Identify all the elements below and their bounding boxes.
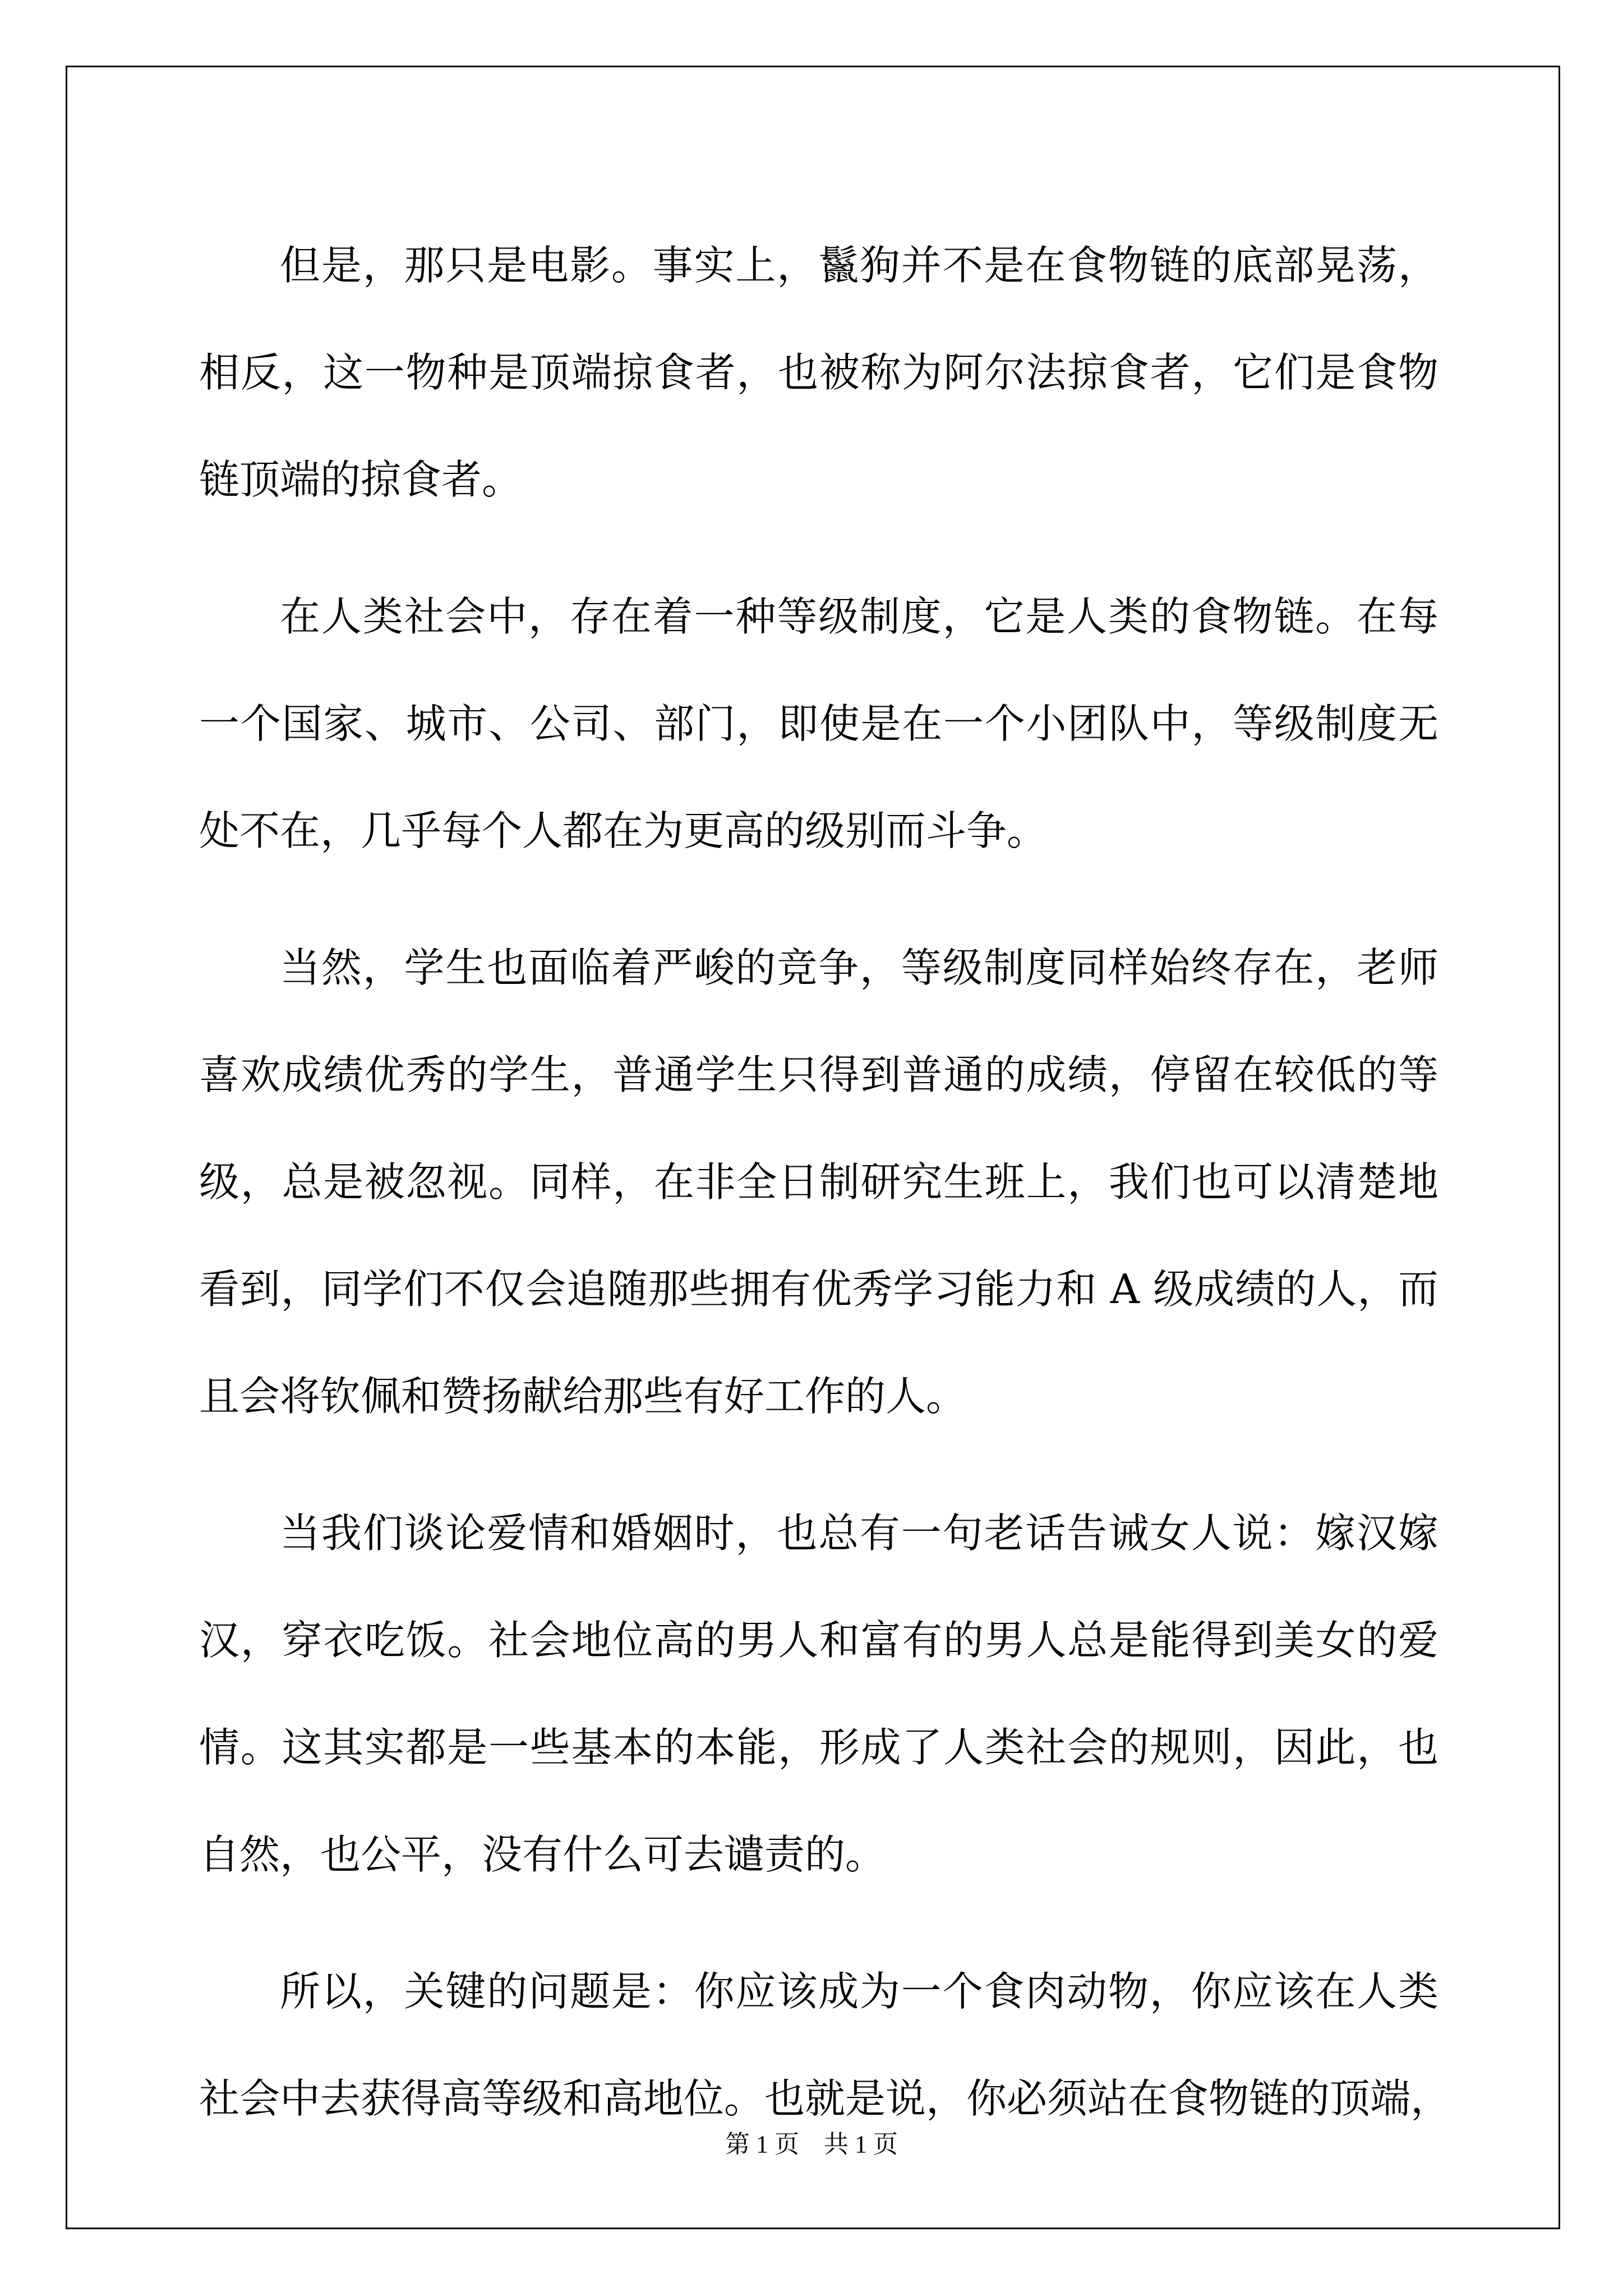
text-line: 一个国家、城市、公司、部门，即使是在一个小团队中，等级制度无 <box>199 700 1440 747</box>
text-line: 汉，穿衣吃饭。社会地位高的男人和富有的男人总是能得到美女的爱 <box>199 1617 1440 1664</box>
text-line: 看到，同学们不仅会追随那些拥有优秀学习能力和 A 级成绩的人，而 <box>199 1266 1439 1313</box>
text-line: 情。这其实都是一些基本的本能，形成了人类社会的规则，因此，也 <box>199 1724 1440 1771</box>
text-line: 自然，也公平，没有什么可去谴责的。 <box>199 1831 886 1878</box>
text-line: 社会中去获得高等级和高地位。也就是说，你必须站在食物链的顶端， <box>199 2075 1451 2122</box>
text-line: 当然，学生也面临着严峻的竞争，等级制度同样始终存在，老师 <box>280 944 1440 991</box>
text-line: 处不在，几乎每个人都在为更高的级别而斗争。 <box>199 807 1048 854</box>
text-line: 当我们谈论爱情和婚姻时，也总有一句老话告诫女人说：嫁汉嫁 <box>280 1510 1440 1557</box>
text-line: 所以，关键的问题是：你应该成为一个食肉动物，你应该在人类 <box>280 1968 1440 2015</box>
text-line: 级，总是被忽视。同样，在非全日制研究生班上，我们也可以清楚地 <box>199 1158 1440 1205</box>
text-line: 且会将钦佩和赞扬献给那些有好工作的人。 <box>199 1373 967 1420</box>
text-line: 喜欢成绩优秀的学生，普通学生只得到普通的成绩，停留在较低的等 <box>199 1051 1440 1098</box>
text-line: 链顶端的掠食者。 <box>199 456 523 503</box>
text-line: 但是，那只是电影。事实上，鬣狗并不是在食物链的底部晃荡， <box>280 242 1440 289</box>
text-line: 相反，这一物种是顶端掠食者，也被称为阿尔法掠食者，它们是食物 <box>199 349 1440 396</box>
page-footer: 第 1 页 共 1 页 <box>725 2131 898 2158</box>
text-line: 在人类社会中，存在着一种等级制度，它是人类的食物链。在每 <box>280 593 1440 640</box>
